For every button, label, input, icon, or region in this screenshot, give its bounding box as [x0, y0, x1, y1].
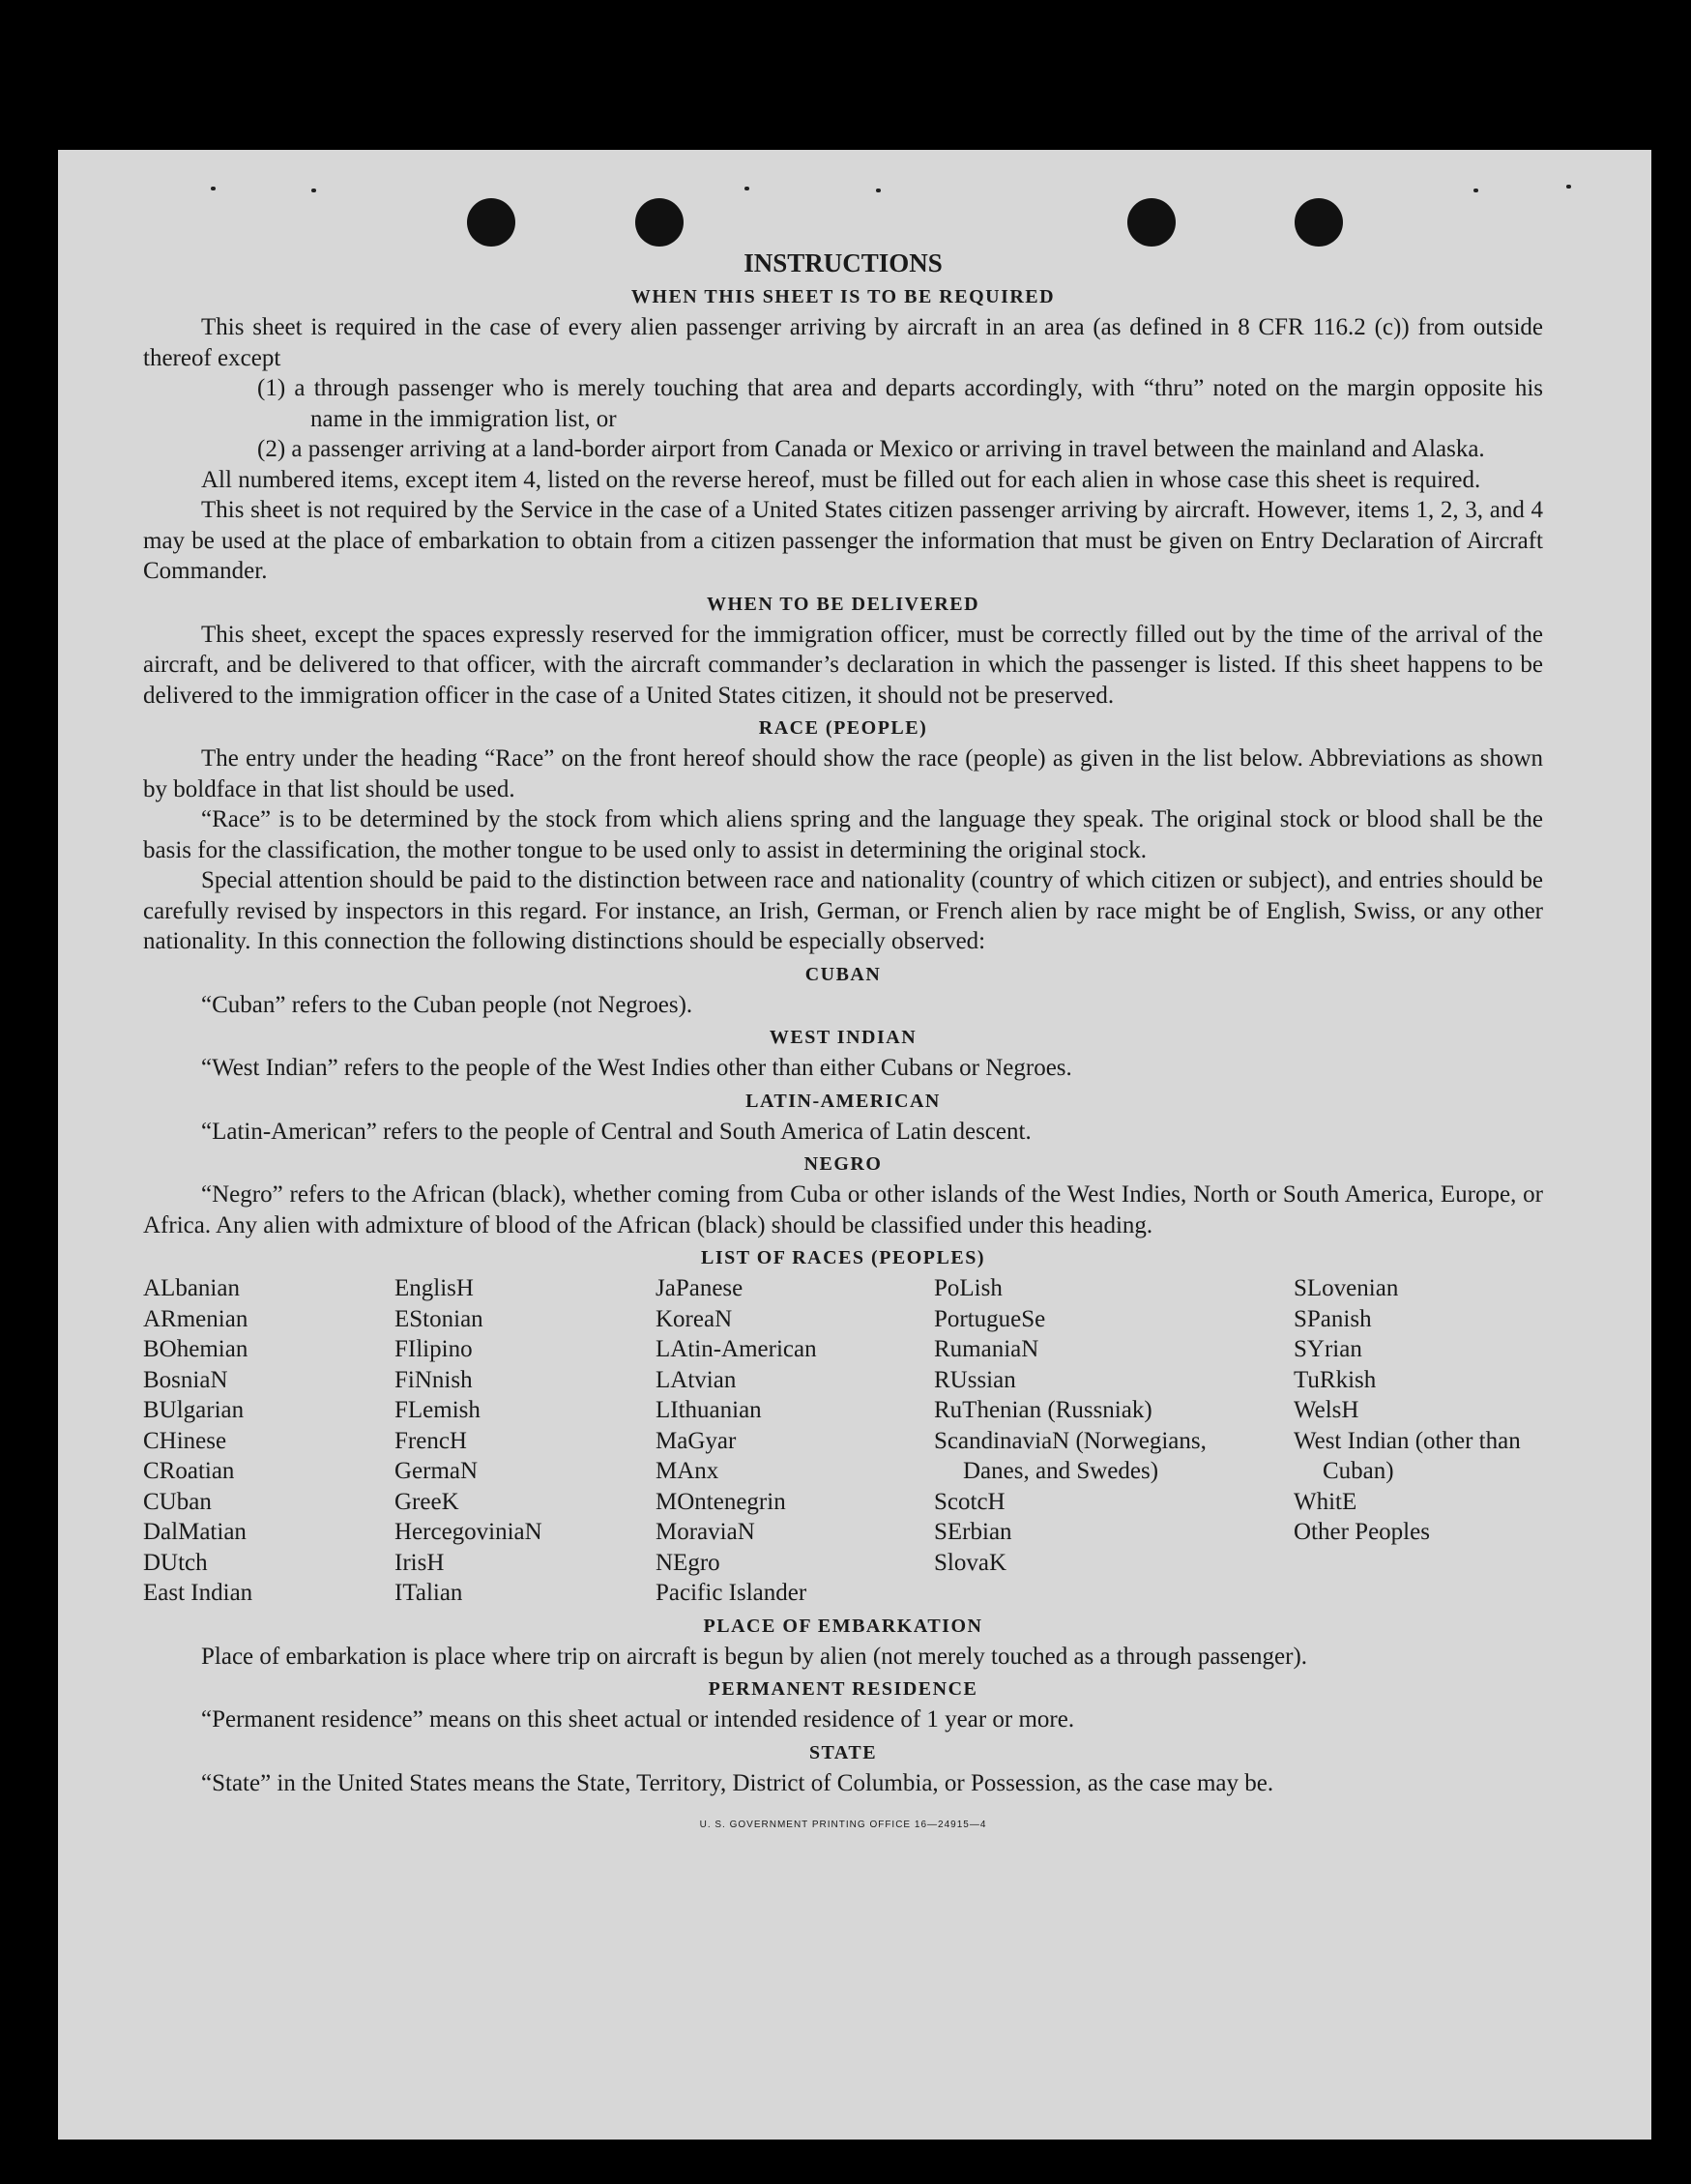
paragraph: “Latin-American” refers to the people of Central and South America of Latin descent. — [201, 1118, 1032, 1145]
race-item: ScandinaviaN (Norwegians, Danes, and Swedes) — [934, 1427, 1207, 1484]
paragraph: “State” in the United States means the State, Territory, District of Columbia, or Possession, as the case may be. — [201, 1769, 1274, 1796]
race-item: RUssian — [934, 1366, 1016, 1393]
race-item: FiNnish — [394, 1366, 473, 1393]
section-heading: LATIN-AMERICAN — [745, 1090, 941, 1112]
paragraph: All numbered items, except item 4, listed on the reverse hereof, must be filled out for each alien in whose case this sheet is required. — [201, 466, 1481, 493]
race-item: Pacific Islander — [656, 1580, 807, 1606]
race-item: MoraviaN — [656, 1519, 755, 1545]
race-item: Other Peoples — [1294, 1519, 1430, 1545]
race-item: FLemish — [394, 1397, 481, 1423]
punch-hole — [467, 198, 515, 247]
race-item: RumaniaN — [934, 1336, 1039, 1362]
race-item: PoLish — [934, 1275, 1003, 1301]
speck — [311, 189, 316, 192]
printer-footer: U. S. GOVERNMENT PRINTING OFFICE 16—24915—4 — [699, 1820, 987, 1830]
race-column — [1294, 1273, 1543, 1609]
paragraph: “West Indian” refers to the people of the West Indies other than either Cubans or Negroes. — [201, 1055, 1072, 1081]
paragraph: The entry under the heading “Race” on the front hereof should show the race (people) as given in the list below. Abbreviations as shown by boldface in that list should be used. — [143, 745, 1543, 802]
section-heading: CUBAN — [804, 963, 882, 985]
race-item: GreeK — [394, 1488, 459, 1515]
speck — [1566, 185, 1571, 189]
race-item: CHinese — [143, 1427, 227, 1454]
list-item: (2) a passenger arriving at a land-border airport from Canada or Mexico or arriving in travel between the mainland and Alaska. — [257, 436, 1485, 462]
race-item: BUlgarian — [143, 1397, 245, 1423]
race-item: ScotcH — [934, 1488, 1006, 1515]
paragraph: Place of embarkation is place where trip on aircraft is begun by alien (not merely touched as a through passenger). — [201, 1643, 1308, 1670]
race-item: BOhemian — [143, 1336, 248, 1362]
paragraph: “Race” is to be determined by the stock from which aliens spring and the language they speak. The original stock or blood shall be the basis for the classification, the mother tongue to be used only to assist in determining the original stock. — [143, 806, 1543, 863]
paragraph: “Permanent residence” means on this sheet actual or intended residence of 1 year or more. — [201, 1706, 1075, 1733]
race-item: SErbian — [934, 1519, 1012, 1545]
race-item: TuRkish — [1294, 1366, 1377, 1393]
race-item: WhitE — [1294, 1488, 1357, 1515]
race-item: MOntenegrin — [656, 1488, 786, 1515]
race-item: JaPanese — [656, 1275, 743, 1301]
race-item: EStonian — [394, 1305, 483, 1332]
race-item: East Indian — [143, 1580, 253, 1606]
race-column — [143, 1273, 394, 1609]
paragraph: Special attention should be paid to the distinction between race and nationality (country of which citizen or subject), and entries should be carefully revised by inspectors in this regard. For instance, an Irish, German, or French alien by race might be of English, Swiss, or any other nationality. In this connection the following distinctions should be especially observed: — [143, 867, 1543, 954]
race-item: PortugueSe — [934, 1305, 1046, 1332]
race-item: FIlipino — [394, 1336, 473, 1362]
section-heading: NEGRO — [803, 1153, 883, 1175]
race-item: IrisH — [394, 1549, 445, 1576]
section-heading: PLACE OF EMBARKATION — [703, 1615, 983, 1637]
paragraph: This sheet, except the spaces expressly reserved for the immigration officer, must be correctly filled out by the time of the arrival of the aircraft, and be delivered to that officer, with the aircraft commander’s declaration in which the passenger is listed. If this sheet happens to be delivered to the immigration officer in the case of a United States citizen, it should not be preserved. — [143, 621, 1543, 709]
race-item: CRoatian — [143, 1458, 235, 1484]
race-item: SYrian — [1294, 1336, 1362, 1362]
list-item: (1) a through passenger who is merely touching that area and departs accordingly, with “thru” noted on the margin opposite his name in the immigration list, or — [257, 375, 1543, 432]
speck — [876, 189, 881, 192]
race-column — [394, 1273, 656, 1609]
race-item: GermaN — [394, 1458, 479, 1484]
race-item: FrencH — [394, 1427, 467, 1454]
race-item: MaGyar — [656, 1427, 737, 1454]
race-column — [656, 1273, 934, 1609]
paragraph: “Negro” refers to the African (black), whether coming from Cuba or other islands of the West Indies, North or South America, Europe, or Africa. Any alien with admixture of blood of the African (black) should be classified under this heading. — [143, 1181, 1543, 1238]
speck — [1473, 189, 1478, 192]
race-item: West Indian (other than Cuban) — [1294, 1427, 1521, 1484]
punch-hole — [1295, 198, 1343, 247]
punch-hole — [1127, 198, 1176, 247]
race-item: HercegoviniaN — [394, 1519, 542, 1545]
race-item: SlovaK — [934, 1549, 1006, 1576]
race-item: ITalian — [394, 1580, 463, 1606]
section-heading: WHEN THIS SHEET IS TO BE REQUIRED — [630, 286, 1056, 307]
document-sheet — [58, 150, 1651, 2140]
race-item: LAtvian — [656, 1366, 737, 1393]
race-item: LAtin-American — [656, 1336, 817, 1362]
race-list — [143, 1273, 1543, 1609]
punch-hole — [635, 198, 684, 247]
document-body — [143, 247, 1543, 1841]
race-item: WelsH — [1294, 1397, 1359, 1423]
race-item: LIthuanian — [656, 1397, 762, 1423]
race-item: DalMatian — [143, 1519, 247, 1545]
speck — [744, 187, 749, 190]
section-heading: STATE — [808, 1741, 878, 1763]
section-heading: LIST OF RACES (PEOPLES) — [700, 1247, 985, 1268]
race-item: EnglisH — [394, 1275, 474, 1301]
race-item: CUban — [143, 1488, 212, 1515]
race-item: NEgro — [656, 1549, 720, 1576]
race-item: ARmenian — [143, 1305, 248, 1332]
race-item: SLovenian — [1294, 1275, 1399, 1301]
race-column — [934, 1273, 1294, 1609]
section-heading: PERMANENT RESIDENCE — [708, 1678, 978, 1700]
speck — [211, 187, 216, 190]
paragraph: This sheet is not required by the Service in the case of a United States citizen passenger arriving by aircraft. However, items 1, 2, 3, and 4 may be used at the place of embarkation to obtain from a citizen passenger the information that must be given on Entry Declaration of Aircraft Commander. — [143, 497, 1543, 584]
race-item: ALbanian — [143, 1275, 240, 1301]
paragraph: This sheet is required in the case of every alien passenger arriving by aircraft in an area (as defined in 8 CFR 116.2 (c)) from outside thereof except — [143, 314, 1543, 371]
race-item: RuThenian (Russniak) — [934, 1397, 1152, 1423]
race-item: BosniaN — [143, 1366, 228, 1393]
section-heading: WEST INDIAN — [769, 1027, 918, 1048]
section-heading: WHEN TO BE DELIVERED — [706, 593, 980, 615]
page-title: INSTRUCTIONS — [743, 248, 943, 277]
race-item: MAnx — [656, 1458, 719, 1484]
paragraph: “Cuban” refers to the Cuban people (not Negroes). — [201, 991, 693, 1018]
race-item: DUtch — [143, 1549, 208, 1576]
section-heading: RACE (PEOPLE) — [758, 717, 928, 739]
race-item: KoreaN — [656, 1305, 733, 1332]
race-item: SPanish — [1294, 1305, 1372, 1332]
